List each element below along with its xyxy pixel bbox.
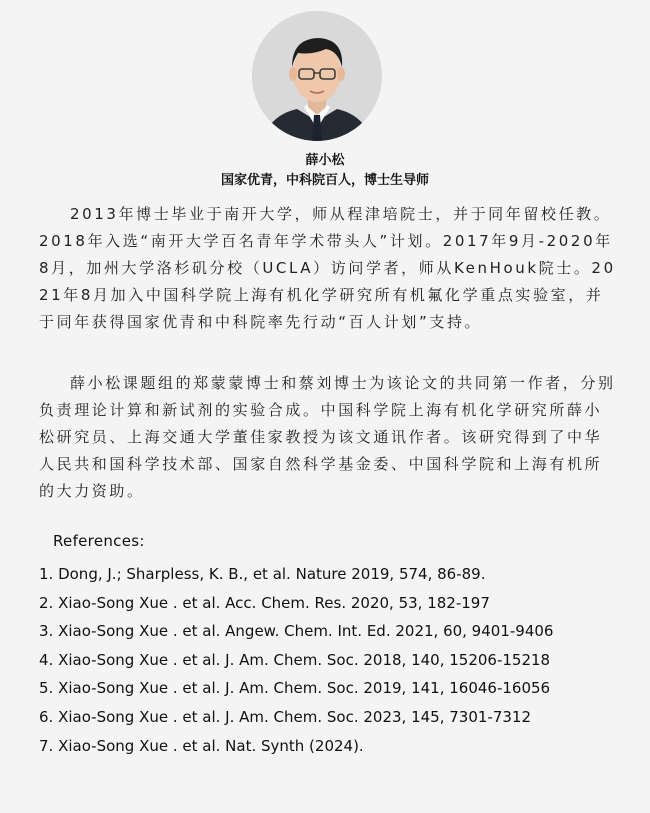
bio-paragraph-2: 薛小松课题组的郑蒙蒙博士和蔡刘博士为该论文的共同第一作者，分别负责理论计算和新试剂的实验合成。中国科学院上海有机化学研究所薛小松研究员、上海交通大学董佳家教授为该文通讯作者。该研究得到了中华人民共和国科学技术部、国家自然科学基金委、中国科学院和上海有机所的大力资助。	[39, 374, 616, 500]
reference-item: 5. Xiao-Song Xue . et al. J. Am. Chem. Soc. 2019, 141, 16046-16056	[39, 679, 551, 698]
portrait-icon	[252, 11, 382, 141]
reference-item: 4. Xiao-Song Xue . et al. J. Am. Chem. Soc. 2018, 140, 15206-15218	[39, 650, 551, 669]
bio-paragraph-1: 2013年博士毕业于南开大学，师从程津培院士，并于同年留校任教。2018年入选“南开大学百名青年学术带头人”计划。2017年9月-2020年8月，加州大学洛杉矶分校（UCLA）访问学者，师从KenHouk院士。2021年8月加入中国科学院上海有机化学研究所有机氟化学重点实验室，并于同年获得国家优青和中科院率先行动“百人计划”支持。	[39, 205, 616, 331]
portrait-photo	[252, 11, 382, 141]
reference-item: 3. Xiao-Song Xue . et al. Angew. Chem. Int. Ed. 2021, 60, 9401-9406	[39, 622, 554, 641]
references-heading: References:	[53, 532, 145, 550]
person-title: 国家优青，中科院百人，博士生导师	[220, 173, 429, 188]
person-name: 薛小松	[305, 153, 345, 168]
reference-item: 2. Xiao-Song Xue . et al. Acc. Chem. Res. 2020, 53, 182-197	[39, 593, 490, 612]
reference-item: 6. Xiao-Song Xue . et al. J. Am. Chem. Soc. 2023, 145, 7301-7312	[39, 707, 532, 726]
reference-item: 7. Xiao-Song Xue . et al. Nat. Synth (2024).	[39, 736, 364, 755]
references-list	[39, 560, 553, 760]
reference-item: 1. Dong, J.; Sharpless, K. B., et al. Nature 2019, 574, 86-89.	[39, 565, 486, 583]
